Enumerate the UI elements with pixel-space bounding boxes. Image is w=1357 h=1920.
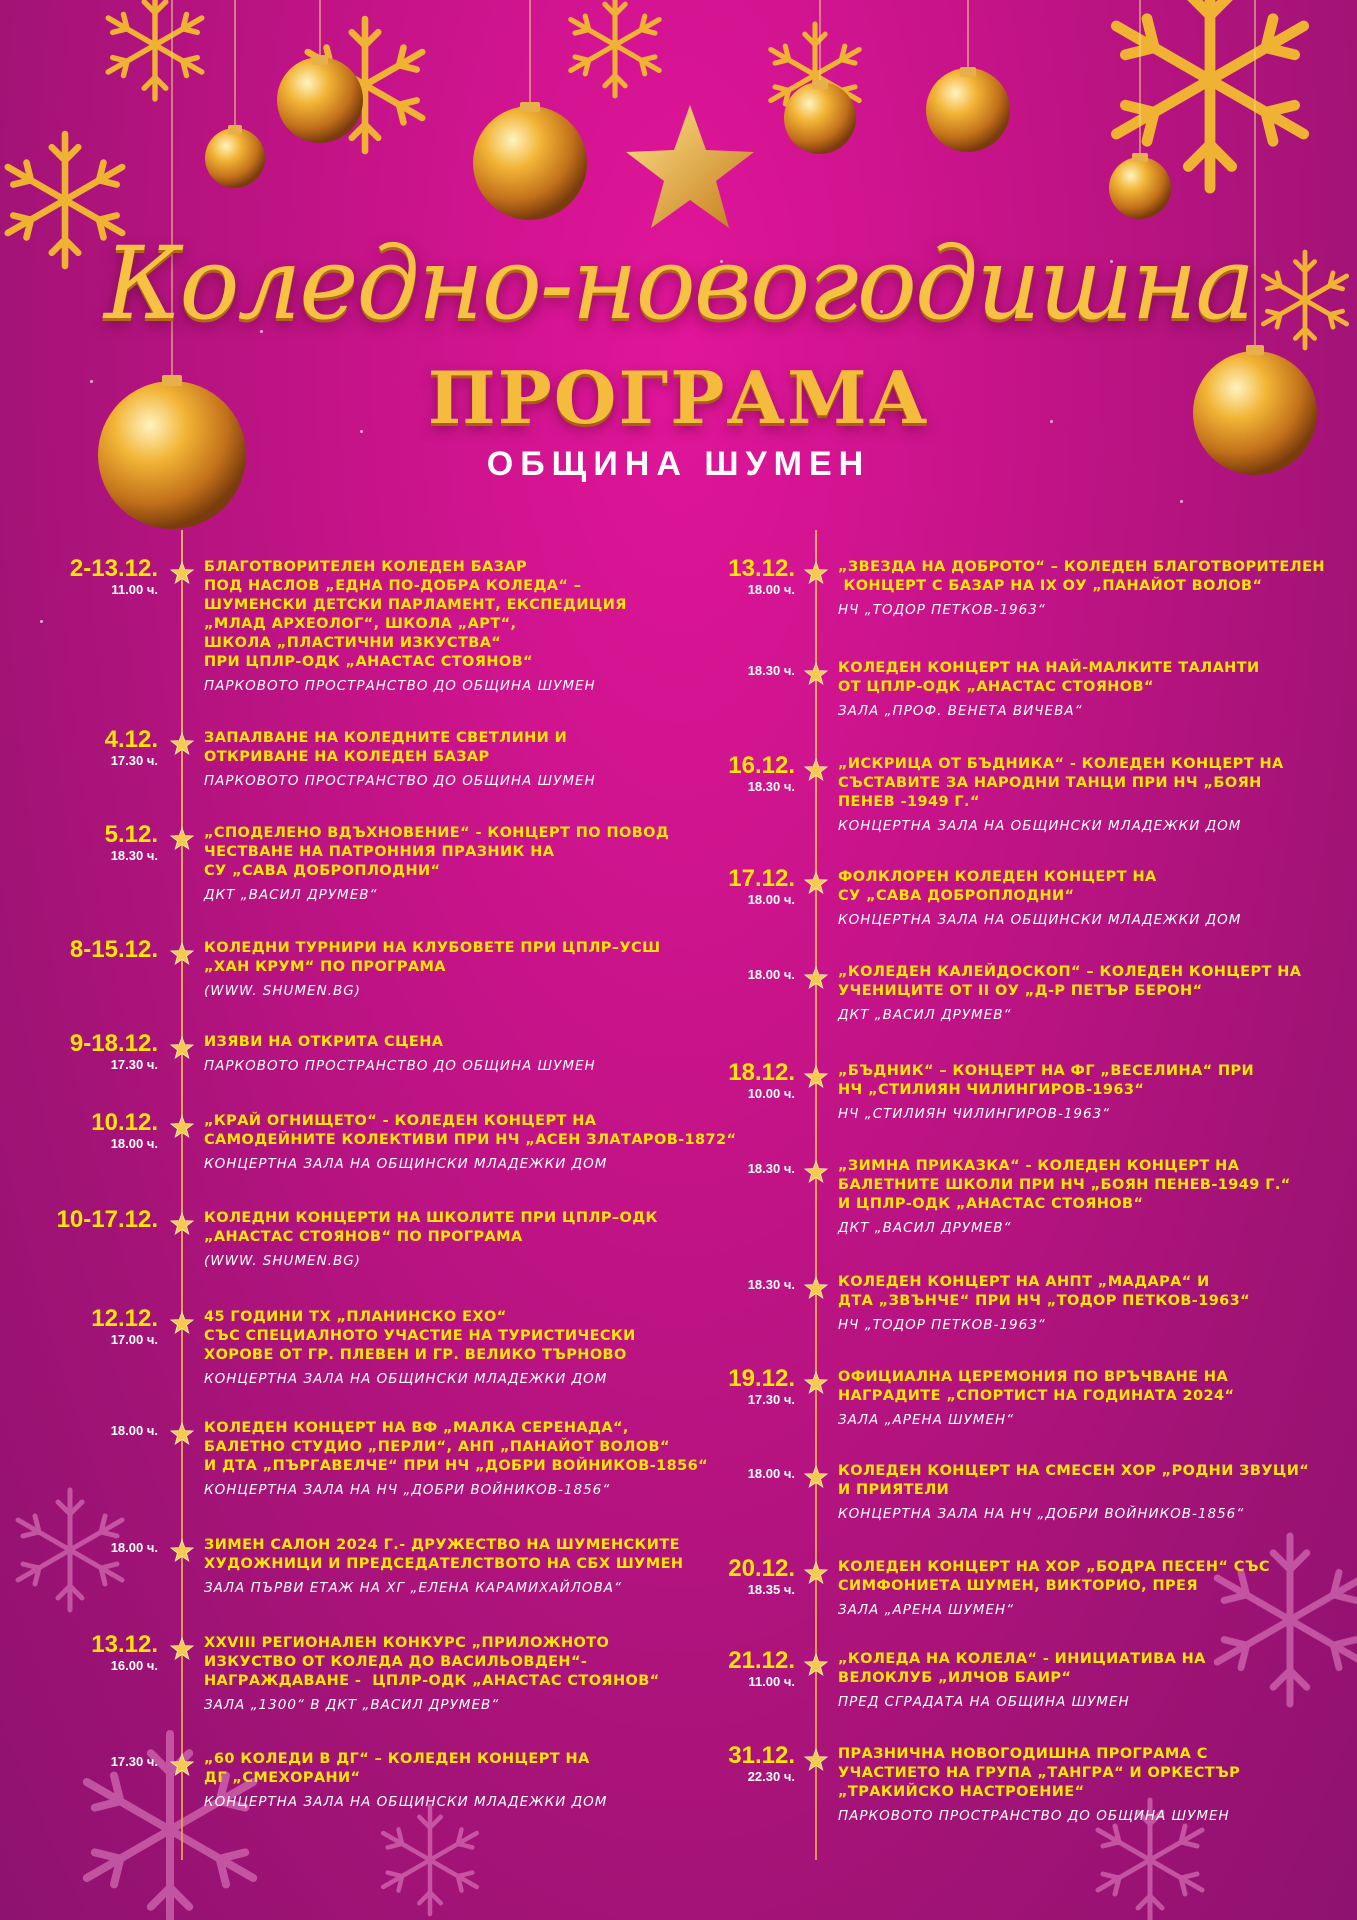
- event-date: 31.12.: [728, 1742, 795, 1769]
- star-icon: [804, 758, 828, 782]
- event-title: КОЛЕДНИ КОНЦЕРТИ НА ШКОЛИТЕ ПРИ ЦПЛР–ОДК „АНАСТАС СТОЯНОВ“ ПО ПРОГРАМА: [204, 1210, 658, 1245]
- event-time: 16.00 ч.: [110, 1658, 158, 1673]
- star-icon: [170, 561, 194, 585]
- star-icon: [804, 662, 828, 686]
- event-venue: НЧ „СТИЛИЯН ЧИЛИНГИРОВ-1963“: [838, 1106, 1111, 1122]
- event-venue: НЧ „ТОДОР ПЕТКОВ-1963“: [838, 602, 1046, 618]
- event-time: 18.00 ч.: [110, 1423, 158, 1438]
- event-title: „БЪДНИК“ – КОНЦЕРТ НА ФГ „ВЕСЕЛИНА“ ПРИ НЧ „СТИЛИЯН ЧИЛИНГИРОВ-1963“: [838, 1063, 1255, 1098]
- event-venue: КОНЦЕРТНА ЗАЛА НА НЧ „ДОБРИ ВОЙНИКОВ-1856“: [838, 1506, 1245, 1522]
- event-date: 8-15.12.: [69, 936, 158, 963]
- event-venue: КОНЦЕРТНА ЗАЛА НА НЧ „ДОБРИ ВОЙНИКОВ-1856“: [204, 1482, 611, 1498]
- event-title: ИЗЯВИ НА ОТКРИТА СЦЕНА: [204, 1034, 444, 1050]
- event-date: 13.12.: [728, 555, 795, 582]
- event-time: 17.30 ч.: [110, 1754, 158, 1769]
- event-time: 11.00 ч.: [111, 582, 158, 597]
- event-venue: ПАРКОВОТО ПРОСТРАНСТВО ДО ОБЩИНА ШУМЕН: [204, 1058, 596, 1074]
- event-title: ФОЛКЛОРЕН КОЛЕДЕН КОНЦЕРТ НА СУ „САВА ДОБРОПЛОДНИ“: [838, 869, 1157, 904]
- event-title: „КОЛЕДЕН КАЛЕЙДОСКОП“ – КОЛЕДЕН КОНЦЕРТ НА УЧЕНИЦИТЕ ОТ II ОУ „Д-Р ПЕТЪР БЕРОН“: [838, 964, 1302, 999]
- event-time: 18.00 ч.: [747, 1466, 795, 1481]
- star-icon: [804, 1561, 828, 1585]
- event-title: ПРАЗНИЧНА НОВОГОДИШНА ПРОГРАМА С УЧАСТИЕТО НА ГРУПА „ТАНГРА“ И ОРКЕСТЪР „ТРАКИЙСКО НАСТРОЕНИЕ“: [838, 1746, 1241, 1800]
- event-title: КОЛЕДНИ ТУРНИРИ НА КЛУБОВЕТЕ ПРИ ЦПЛР–УСШ „ХАН КРУМ“ ПО ПРОГРАМА: [204, 940, 661, 975]
- event-venue: КОНЦЕРТНА ЗАЛА НА ОБЩИНСКИ МЛАДЕЖКИ ДОМ: [838, 912, 1242, 928]
- star-icon: [170, 1115, 194, 1139]
- star-icon: [804, 561, 828, 585]
- event-venue: КОНЦЕРТНА ЗАЛА НА ОБЩИНСКИ МЛАДЕЖКИ ДОМ: [204, 1794, 608, 1810]
- event-venue: (WWW. SHUMEN.BG): [204, 1253, 361, 1269]
- event-time: 18.30 ч.: [747, 779, 795, 794]
- event-venue: КОНЦЕРТНА ЗАЛА НА ОБЩИНСКИ МЛАДЕЖКИ ДОМ: [838, 818, 1242, 834]
- event-time: 22.30 ч.: [747, 1769, 795, 1784]
- event-venue: ПАРКОВОТО ПРОСТРАНСТВО ДО ОБЩИНА ШУМЕН: [204, 678, 596, 694]
- event-time: 18.35 ч.: [747, 1582, 795, 1597]
- event-title: КОЛЕДЕН КОНЦЕРТ НА НАЙ-МАЛКИТЕ ТАЛАНТИ ОТ ЦПЛР-ОДК „АНАСТАС СТОЯНОВ“: [838, 660, 1260, 695]
- event-title: КОЛЕДЕН КОНЦЕРТ НА АНПТ „МАДАРА“ И ДТА „ЗВЪНЧЕ“ ПРИ НЧ „ТОДОР ПЕТКОВ-1963“: [838, 1274, 1251, 1309]
- event-date: 16.12.: [728, 752, 795, 779]
- event-venue: ЗАЛА „АРЕНА ШУМЕН“: [838, 1412, 1015, 1428]
- event-time: 18.00 ч.: [747, 892, 795, 907]
- event-date: 4.12.: [104, 726, 158, 753]
- event-title: ОФИЦИАЛНА ЦЕРЕМОНИЯ ПО ВРЪЧВАНЕ НА НАГРАДИТЕ „СПОРТИСТ НА ГОДИНАТА 2024“: [838, 1369, 1235, 1404]
- event-date: 17.12.: [728, 865, 795, 892]
- star-icon: [170, 1422, 194, 1446]
- event-title: „СПОДЕЛЕНО ВДЪХНОВЕНИЕ“ - КОНЦЕРТ ПО ПОВОД ЧЕСТВАНЕ НА ПАТРОННИЯ ПРАЗНИК НА СУ „САВА ДОБРОПЛОДНИ“: [204, 825, 670, 879]
- event-venue: ЗАЛА „ПРОФ. ВЕНЕТА ВИЧЕВА“: [838, 703, 1083, 719]
- event-venue: ЗАЛА ПЪРВИ ЕТАЖ НА ХГ „ЕЛЕНА КАРАМИХАЙЛОВА“: [204, 1580, 623, 1596]
- event-title: „ЗВЕЗДА НА ДОБРОТО“ – КОЛЕДЕН БЛАГОТВОРИТЕЛЕН КОНЦЕРТ С БАЗАР НА IX ОУ „ПАНАЙОТ ВОЛОВ“: [838, 559, 1325, 594]
- event-title: ЗИМЕН САЛОН 2024 Г.- ДРУЖЕСТВО НА ШУМЕНСКИТЕ ХУДОЖНИЦИ И ПРЕДСЕДАТЕЛСТВОТО НА СБХ ШУМЕН: [204, 1537, 684, 1572]
- event-time: 18.30 ч.: [747, 663, 795, 678]
- event-time: 17.30 ч.: [110, 753, 158, 768]
- star-icon: [170, 827, 194, 851]
- event-venue: КОНЦЕРТНА ЗАЛА НА ОБЩИНСКИ МЛАДЕЖКИ ДОМ: [204, 1371, 608, 1387]
- event-time: 18.30 ч.: [110, 848, 158, 863]
- event-time: 18.00 ч.: [747, 582, 795, 597]
- star-icon: [170, 1753, 194, 1777]
- event-date: 10-17.12.: [56, 1206, 158, 1233]
- star-icon: [170, 942, 194, 966]
- event-time: 18.00 ч.: [747, 967, 795, 982]
- event-date: 9-18.12.: [69, 1030, 158, 1057]
- event-date: 19.12.: [728, 1365, 795, 1392]
- event-date: 10.12.: [91, 1109, 158, 1136]
- event-title: 45 ГОДИНИ ТХ „ПЛАНИНСКО ЕХО“ СЪС СПЕЦИАЛНОТО УЧАСТИЕ НА ТУРИСТИЧЕСКИ ХОРОВЕ ОТ ГР. ПЛЕВЕН И ГР. ВЕЛИКО ТЪРНОВО: [204, 1309, 636, 1363]
- event-date: 12.12.: [91, 1305, 158, 1332]
- event-title: КОЛЕДЕН КОНЦЕРТ НА ВФ „МАЛКА СЕРЕНАДА“, БАЛЕТНО СТУДИО „ПЕРЛИ“, АНП „ПАНАЙОТ ВОЛОВ“ И ДТА „ПЪРГАВЕЛЧЕ“ ПРИ НЧ „ДОБРИ ВОЙНИКОВ-1856“: [204, 1420, 709, 1474]
- star-icon: [170, 732, 194, 756]
- star-icon: [170, 1212, 194, 1236]
- event-venue: ДКТ „ВАСИЛ ДРУМЕВ“: [838, 1007, 1012, 1023]
- event-time: 17.30 ч.: [747, 1392, 795, 1407]
- star-icon: [170, 1036, 194, 1060]
- star-icon: [804, 1276, 828, 1300]
- event-title: „КРАЙ ОГНИЩЕТО“ - КОЛЕДЕН КОНЦЕРТ НА САМОДЕЙНИТЕ КОЛЕКТИВИ ПРИ НЧ „АСЕН ЗЛАТАРОВ-1872“: [204, 1113, 737, 1148]
- event-time: 18.00 ч.: [110, 1136, 158, 1151]
- page-title: ПРОГРАМА: [427, 355, 930, 440]
- event-title: „ИСКРИЦА ОТ БЪДНИКА“ - КОЛЕДЕН КОНЦЕРТ НА СЪСТАВИТЕ ЗА НАРОДНИ ТАНЦИ ПРИ НЧ „БОЯН ПЕНЕВ -1949 Г.“: [838, 756, 1284, 810]
- star-icon: [804, 1160, 828, 1184]
- star-icon: [170, 1637, 194, 1661]
- event-venue: ПРЕД СГРАДАТА НА ОБЩИНА ШУМЕН: [838, 1694, 1130, 1710]
- event-venue: ДКТ „ВАСИЛ ДРУМЕВ“: [204, 887, 378, 903]
- star-icon: [804, 871, 828, 895]
- event-title: КОЛЕДЕН КОНЦЕРТ НА СМЕСЕН ХОР „РОДНИ ЗВУЦИ“ И ПРИЯТЕЛИ: [838, 1463, 1310, 1498]
- event-venue: НЧ „ТОДОР ПЕТКОВ-1963“: [838, 1317, 1046, 1333]
- event-date: 21.12.: [728, 1647, 795, 1674]
- event-title: „ЗИМНА ПРИКАЗКА“ - КОЛЕДЕН КОНЦЕРТ НА БАЛЕТНИТЕ ШКОЛИ ПРИ НЧ „БОЯН ПЕНЕВ-1949 Г.“ И ЦПЛР-ОДК „АНАСТАС СТОЯНОВ“: [838, 1158, 1291, 1212]
- star-icon: [804, 1653, 828, 1677]
- star-icon: [626, 105, 754, 228]
- event-title: „60 КОЛЕДИ В ДГ“ – КОЛЕДЕН КОНЦЕРТ НА ДГ „СМЕХОРАНИ“: [204, 1751, 590, 1786]
- event-venue: ДКТ „ВАСИЛ ДРУМЕВ“: [838, 1220, 1012, 1236]
- event-title: БЛАГОТВОРИТЕЛЕН КОЛЕДЕН БАЗАР ПОД НАСЛОВ „ЕДНА ПО-ДОБРА КОЛЕДА“ – ШУМЕНСКИ ДЕТСКИ ПАРЛАМЕНТ, ЕКСПЕДИЦИЯ „МЛАД АРХЕОЛОГ“, ШКОЛА „АРТ“, ШКОЛА „ПЛАСТИЧНИ ИЗКУСТВА“ ПРИ ЦПЛР-ОДК „АНАСТАС СТОЯНОВ“: [204, 559, 627, 670]
- event-time: 17.00 ч.: [110, 1332, 158, 1347]
- event-time: 18.00 ч.: [110, 1540, 158, 1555]
- event-time: 18.30 ч.: [747, 1161, 795, 1176]
- event-date: 20.12.: [728, 1555, 795, 1582]
- star-icon: [170, 1311, 194, 1335]
- event-time: 18.30 ч.: [747, 1277, 795, 1292]
- event-date: 18.12.: [728, 1059, 795, 1086]
- event-time: 10.00 ч.: [747, 1086, 795, 1101]
- star-icon: [804, 1065, 828, 1089]
- event-venue: ЗАЛА „1300“ В ДКТ „ВАСИЛ ДРУМЕВ“: [204, 1697, 500, 1713]
- star-icon: [804, 1371, 828, 1395]
- star-icon: [170, 1539, 194, 1563]
- event-time: 17.30 ч.: [110, 1057, 158, 1072]
- event-venue: ПАРКОВОТО ПРОСТРАНСТВО ДО ОБЩИНА ШУМЕН: [204, 773, 596, 789]
- star-icon: [804, 1748, 828, 1772]
- event-venue: (WWW. SHUMEN.BG): [204, 983, 361, 999]
- script-title: Коледно-новогодишна: [104, 225, 1253, 342]
- star-icon: [804, 1465, 828, 1489]
- page-subtitle: ОБЩИНА ШУМЕН: [486, 445, 871, 483]
- event-venue: ПАРКОВОТО ПРОСТРАНСТВО ДО ОБЩИНА ШУМЕН: [838, 1808, 1230, 1824]
- event-date: 13.12.: [91, 1631, 158, 1658]
- event-title: ЗАПАЛВАНЕ НА КОЛЕДНИТЕ СВЕТЛИНИ И ОТКРИВАНЕ НА КОЛЕДЕН БАЗАР: [204, 730, 568, 765]
- star-icon: [804, 966, 828, 990]
- event-venue: КОНЦЕРТНА ЗАЛА НА ОБЩИНСКИ МЛАДЕЖКИ ДОМ: [204, 1156, 608, 1172]
- event-title: XXVIII РЕГИОНАЛЕН КОНКУРС „ПРИЛОЖНОТО ИЗКУСТВО ОТ КОЛЕДА ДО ВАСИЛЬОВДЕН“- НАГРАЖДАВАНЕ - ЦПЛР-ОДК „АНАСТАС СТОЯНОВ“: [204, 1635, 660, 1689]
- event-time: 11.00 ч.: [748, 1674, 795, 1689]
- event-date: 2-13.12.: [69, 555, 158, 582]
- event-title: „КОЛЕДА НА КОЛЕЛА“ - ИНИЦИАТИВА НА ВЕЛОКЛУБ „ИЛЧОВ БАИР“: [838, 1651, 1206, 1686]
- event-date: 5.12.: [104, 821, 158, 848]
- event-title: КОЛЕДЕН КОНЦЕРТ НА ХОР „БОДРА ПЕСЕН“ СЪС СИМФОНИЕТА ШУМЕН, ВИКТОРИО, ПРЕЯ: [838, 1559, 1270, 1594]
- event-venue: ЗАЛА „АРЕНА ШУМЕН“: [838, 1602, 1015, 1618]
